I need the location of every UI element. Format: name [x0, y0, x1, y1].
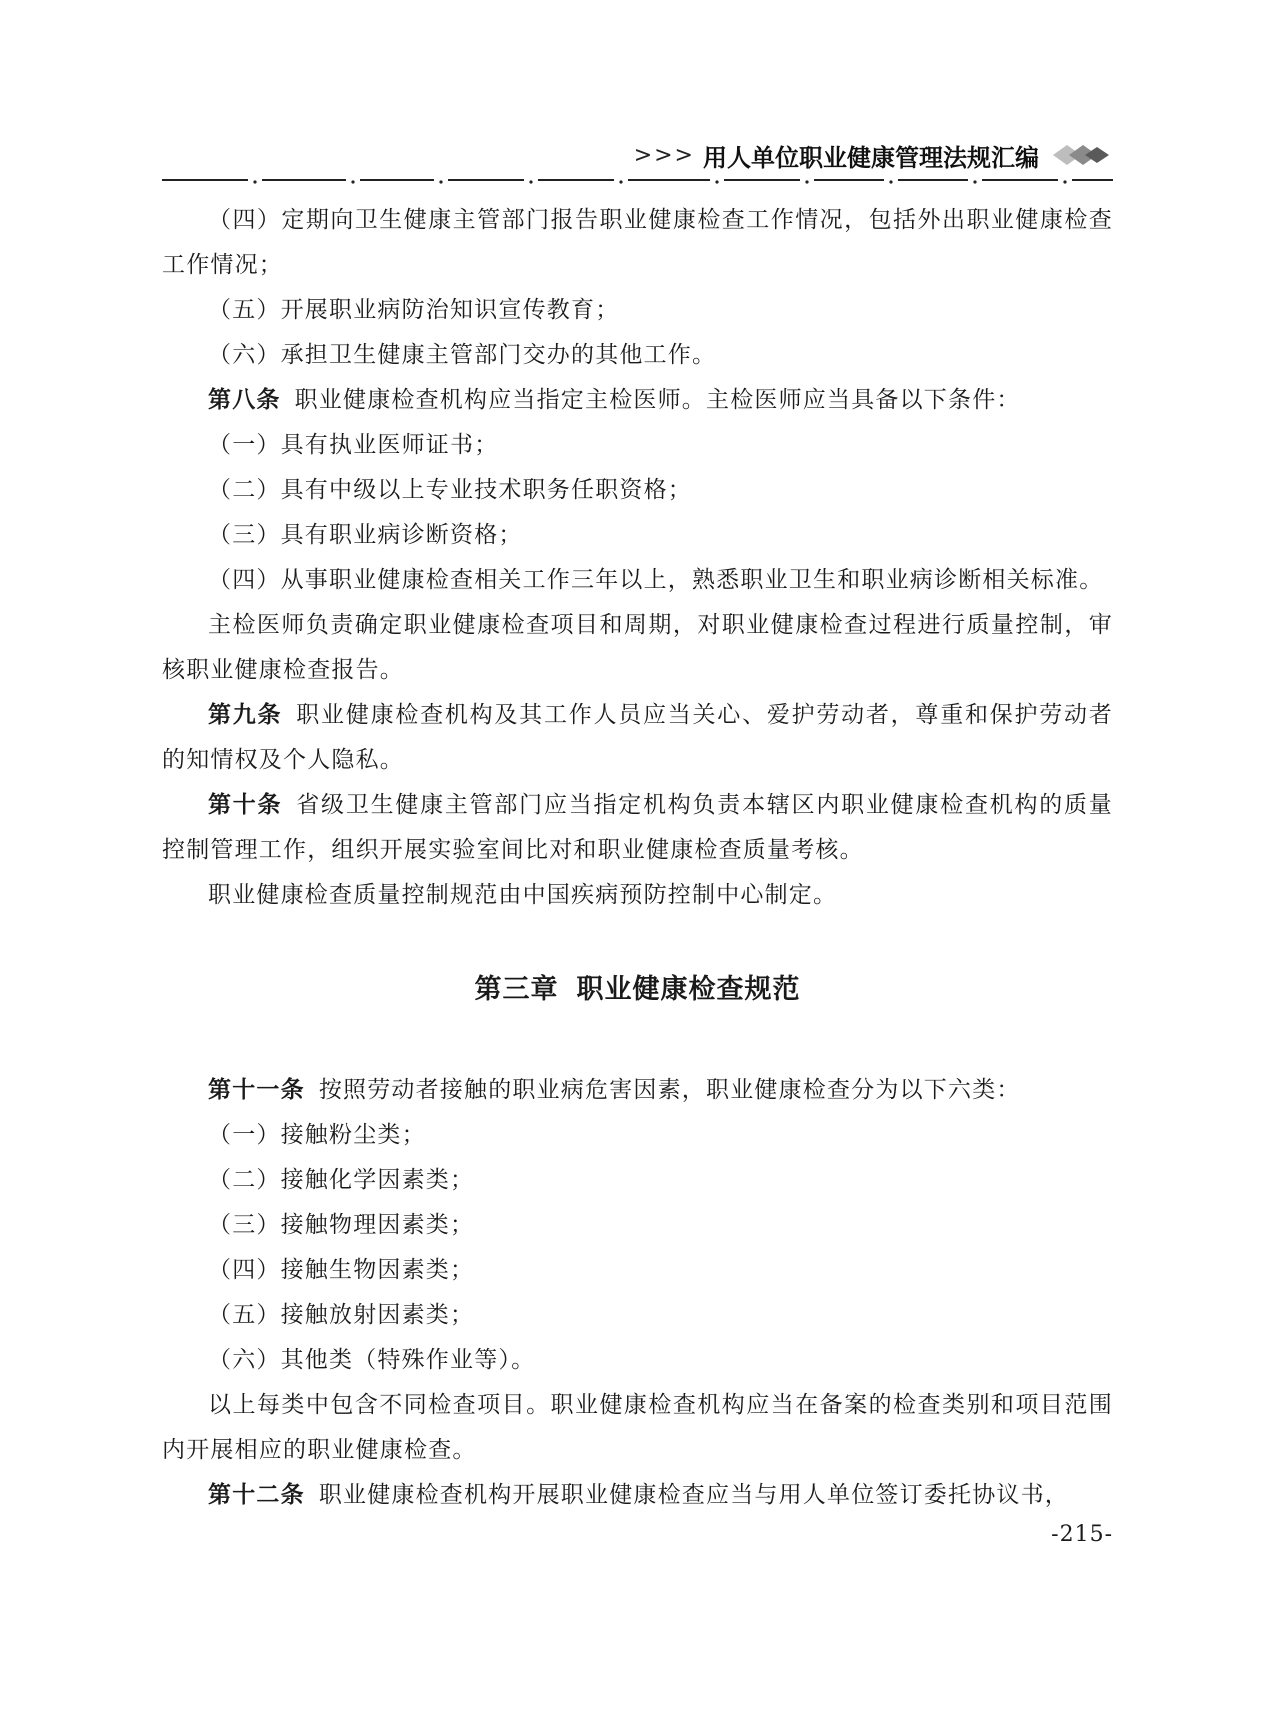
paragraph-text: 职业健康检查机构开展职业健康检查应当与用人单位签订委托协议书， — [318, 1482, 1070, 1508]
paragraph-text: （一）具有执业医师证书； — [208, 432, 499, 458]
paragraph-text: （六）承担卫生健康主管部门交办的其他工作。 — [208, 342, 717, 368]
paragraph-text: 职业健康检查机构及其工作人员应当关心、爱护劳动者，尊重和保护劳动者的知情权及个人隐私。 — [162, 702, 1113, 773]
section-bottom — [162, 1068, 1113, 1518]
paragraph-text: （二）接触化学因素类； — [208, 1167, 475, 1193]
header-arrows-icon: >>> — [633, 142, 695, 168]
article-number: 第九条 — [208, 702, 283, 728]
paragraph-text: 职业健康检查质量控制规范由中国疾病预防控制中心制定。 — [208, 882, 838, 908]
paragraph-text: （四）从事职业健康检查相关工作三年以上，熟悉职业卫生和职业病诊断相关标准。 — [208, 567, 1104, 593]
chapter-title: 职业健康检查规范 — [576, 974, 801, 1005]
paragraph — [162, 333, 1113, 378]
article-paragraph — [162, 1068, 1113, 1113]
paragraph-text: （四）接触生物因素类； — [208, 1257, 475, 1283]
paragraph-text: （二）具有中级以上专业技术职务任职资格； — [208, 477, 692, 503]
paragraph — [162, 288, 1113, 333]
paragraph — [162, 198, 1113, 288]
paragraph-text: 以上每类中包含不同检查项目。职业健康检查机构应当在备案的检查类别和项目范围内开展相应的职业健康检查。 — [162, 1392, 1113, 1463]
article-number: 第八条 — [208, 387, 281, 413]
paragraph — [162, 1338, 1113, 1383]
article-paragraph — [162, 378, 1113, 423]
paragraph-text: 省级卫生健康主管部门应当指定机构负责本辖区内职业健康检查机构的质量控制管理工作，组织开展实验室间比对和职业健康检查质量考核。 — [162, 792, 1113, 863]
paragraph — [162, 1293, 1113, 1338]
article-paragraph — [162, 1473, 1113, 1518]
section-top — [162, 198, 1113, 918]
article-paragraph — [162, 693, 1113, 783]
paragraph — [162, 468, 1113, 513]
paragraph-text: （三）接触物理因素类； — [208, 1212, 475, 1238]
paragraph-text: （一）接触粉尘类； — [208, 1122, 426, 1148]
article-number: 第十一条 — [208, 1077, 305, 1103]
paragraph-text: 职业健康检查机构应当指定主检医师。主检医师应当具备以下条件： — [294, 387, 1021, 413]
paragraph — [162, 1158, 1113, 1203]
paragraph — [162, 873, 1113, 918]
paragraph-text: 主检医师负责确定职业健康检查项目和周期，对职业健康检查过程进行质量控制，审核职业健康检查报告。 — [162, 612, 1113, 683]
paragraph — [162, 1203, 1113, 1248]
running-header-title: 用人单位职业健康管理法规汇编 — [703, 143, 1039, 172]
paragraph — [162, 513, 1113, 558]
paragraph — [162, 1113, 1113, 1158]
paragraph — [162, 558, 1113, 603]
paragraph-text: （五）开展职业病防治知识宣传教育； — [208, 297, 620, 323]
paragraph — [162, 1383, 1113, 1473]
paragraph — [162, 603, 1113, 693]
paragraph-text: （五）接触放射因素类； — [208, 1302, 475, 1328]
page-number: -215- — [1051, 1522, 1113, 1547]
chapter-number: 第三章 — [474, 974, 559, 1005]
paragraph-text: （四）定期向卫生健康主管部门报告职业健康检查工作情况，包括外出职业健康检查工作情况； — [162, 207, 1113, 278]
paragraph-text: 按照劳动者接触的职业病危害因素，职业健康检查分为以下六类： — [318, 1077, 1021, 1103]
paragraph-text: （三）具有职业病诊断资格； — [208, 522, 523, 548]
article-paragraph — [162, 783, 1113, 873]
chapter-heading — [162, 970, 1113, 1010]
main-content — [162, 198, 1113, 1518]
paragraph-text: （六）其他类（特殊作业等）。 — [208, 1347, 536, 1373]
paragraph — [162, 1248, 1113, 1293]
header-divider — [162, 176, 1113, 184]
article-number: 第十条 — [208, 792, 283, 818]
diamond-emblem-icon — [1051, 140, 1113, 170]
paragraph — [162, 423, 1113, 468]
running-header — [634, 138, 1113, 172]
article-number: 第十二条 — [208, 1482, 305, 1508]
